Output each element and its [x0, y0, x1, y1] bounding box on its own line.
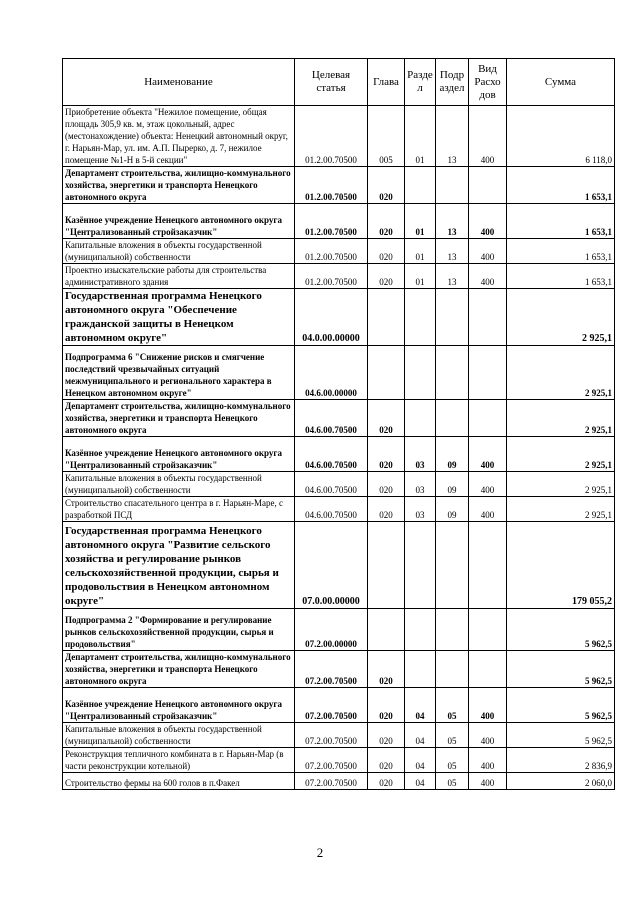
table-row [63, 400, 615, 437]
table-row [63, 204, 615, 239]
cell-expense-type [469, 651, 507, 688]
cell-subsection [436, 609, 469, 651]
cell-subsection [436, 522, 469, 609]
cell-amount: 1 653,1 [507, 204, 615, 239]
cell-amount: 179 055,2 [507, 522, 615, 609]
cell-amount: 2 925,1 [507, 289, 615, 346]
cell-amount: 1 653,1 [507, 264, 615, 289]
table-row [63, 289, 615, 346]
cell-section: 03 [405, 497, 436, 522]
col-header-target: Целевая статья [295, 59, 368, 106]
cell-name: Государственная программа Ненецкого автономного округа "Обеспечение гражданской защиты в Ненецком автономном округе" [63, 289, 295, 346]
cell-target: 07.2.00.70500 [295, 723, 368, 748]
table-row [63, 609, 615, 651]
cell-name: Департамент строительства, жилищно-коммунального хозяйства, энергетики и транспорта Ненецкого автономного округа [63, 651, 295, 688]
cell-target: 01.2.00.70500 [295, 167, 368, 204]
table-header-row [63, 59, 615, 106]
cell-target: 04.6.00.70500 [295, 437, 368, 472]
cell-chapter: 020 [368, 400, 405, 437]
cell-chapter: 020 [368, 688, 405, 723]
cell-target: 07.2.00.00000 [295, 609, 368, 651]
cell-amount: 2 925,1 [507, 400, 615, 437]
cell-amount: 1 653,1 [507, 167, 615, 204]
table-row [63, 239, 615, 264]
table-row [63, 748, 615, 773]
cell-target: 07.2.00.70500 [295, 688, 368, 723]
cell-amount: 2 925,1 [507, 497, 615, 522]
cell-name: Департамент строительства, жилищно-коммунального хозяйства, энергетики и транспорта Ненецкого автономного округа [63, 167, 295, 204]
cell-subsection [436, 289, 469, 346]
cell-chapter: 020 [368, 748, 405, 773]
cell-chapter: 020 [368, 723, 405, 748]
cell-chapter: 005 [368, 106, 405, 167]
cell-amount: 2 836,9 [507, 748, 615, 773]
cell-expense-type [469, 522, 507, 609]
cell-chapter [368, 609, 405, 651]
cell-amount: 1 653,1 [507, 239, 615, 264]
cell-amount: 5 962,5 [507, 651, 615, 688]
col-header-amount: Сумма [507, 59, 615, 106]
cell-amount: 2 925,1 [507, 346, 615, 400]
cell-target: 07.0.00.00000 [295, 522, 368, 609]
cell-expense-type: 400 [469, 106, 507, 167]
col-header-expense-type: Вид Расхо дов [469, 59, 507, 106]
cell-name: Капитальные вложения в объекты государственной (муниципальной) собственности [63, 472, 295, 497]
col-header-chapter: Глава [368, 59, 405, 106]
cell-section: 01 [405, 239, 436, 264]
cell-expense-type [469, 609, 507, 651]
col-header-section: Разде л [405, 59, 436, 106]
cell-chapter: 020 [368, 239, 405, 264]
cell-name: Государственная программа Ненецкого автономного округа "Развитие сельского хозяйства и регулирование рынков сельскохозяйственной продукции, сырья и продовольствия в Ненецком автономном округе" [63, 522, 295, 609]
cell-chapter: 020 [368, 651, 405, 688]
cell-name: Казённое учреждение Ненецкого автономного округа "Централизованный стройзаказчик" [63, 688, 295, 723]
cell-section [405, 289, 436, 346]
cell-subsection [436, 651, 469, 688]
cell-target: 04.6.00.70500 [295, 472, 368, 497]
cell-section [405, 522, 436, 609]
table-row [63, 437, 615, 472]
col-header-subsection: Подр аздел [436, 59, 469, 106]
cell-expense-type: 400 [469, 204, 507, 239]
cell-subsection: 05 [436, 688, 469, 723]
cell-expense-type: 400 [469, 472, 507, 497]
cell-name: Подпрограмма 2 "Формирование и регулирование рынков сельскохозяйственной продукции, сырья и продовольствия" [63, 609, 295, 651]
cell-section: 04 [405, 688, 436, 723]
cell-subsection: 05 [436, 723, 469, 748]
cell-subsection: 13 [436, 204, 469, 239]
cell-section [405, 400, 436, 437]
cell-section: 03 [405, 472, 436, 497]
cell-section [405, 346, 436, 400]
cell-amount: 2 925,1 [507, 437, 615, 472]
table-row [63, 688, 615, 723]
cell-chapter: 020 [368, 773, 405, 790]
table-row [63, 106, 615, 167]
cell-name: Проектно изыскательские работы для строительства административного здания [63, 264, 295, 289]
cell-target: 04.0.00.00000 [295, 289, 368, 346]
cell-target: 04.6.00.70500 [295, 400, 368, 437]
cell-subsection: 05 [436, 773, 469, 790]
cell-expense-type: 400 [469, 239, 507, 264]
cell-target: 01.2.00.70500 [295, 106, 368, 167]
cell-section [405, 651, 436, 688]
table-row [63, 651, 615, 688]
cell-name: Реконструкция тепличного комбината в г. Нарьян-Мар (в части реконструкции котельной) [63, 748, 295, 773]
cell-section: 04 [405, 723, 436, 748]
cell-name: Казённое учреждение Ненецкого автономного округа "Централизованный стройзаказчик" [63, 204, 295, 239]
cell-amount: 5 962,5 [507, 609, 615, 651]
cell-chapter [368, 522, 405, 609]
cell-name: Строительство фермы на 600 голов в п.Факел [63, 773, 295, 790]
page-number: 2 [316, 845, 324, 860]
cell-chapter: 020 [368, 264, 405, 289]
cell-name: Казённое учреждение Ненецкого автономного округа "Централизованный стройзаказчик" [63, 437, 295, 472]
cell-subsection: 09 [436, 437, 469, 472]
table-row [63, 264, 615, 289]
cell-expense-type: 400 [469, 437, 507, 472]
cell-subsection [436, 400, 469, 437]
cell-section: 04 [405, 748, 436, 773]
budget-table [62, 58, 615, 790]
table-row [63, 497, 615, 522]
cell-amount: 6 118,0 [507, 106, 615, 167]
cell-subsection: 05 [436, 748, 469, 773]
cell-expense-type [469, 346, 507, 400]
cell-amount: 5 962,5 [507, 723, 615, 748]
cell-name: Строительство спасательного центра в г. Нарьян-Маре, с разработкой ПСД [63, 497, 295, 522]
cell-chapter: 020 [368, 167, 405, 204]
cell-amount: 2 060,0 [507, 773, 615, 790]
cell-section: 01 [405, 264, 436, 289]
cell-expense-type: 400 [469, 264, 507, 289]
cell-expense-type: 400 [469, 723, 507, 748]
cell-section: 01 [405, 204, 436, 239]
cell-subsection [436, 167, 469, 204]
cell-amount: 5 962,5 [507, 688, 615, 723]
cell-section [405, 609, 436, 651]
cell-target: 07.2.00.70500 [295, 651, 368, 688]
cell-chapter [368, 346, 405, 400]
cell-name: Капитальные вложения в объекты государственной (муниципальной) собственности [63, 723, 295, 748]
cell-name: Капитальные вложения в объекты государственной (муниципальной) собственности [63, 239, 295, 264]
table-row [63, 723, 615, 748]
table-row [63, 346, 615, 400]
cell-expense-type: 400 [469, 773, 507, 790]
cell-expense-type: 400 [469, 748, 507, 773]
cell-name: Приобретение объекта "Нежилое помещение, общая площадь 305,9 кв. м, этаж цокольный, адрес (местонахождение) объекта: Ненецкий автономный округ, г. Нарьян-Мар, ул. им. А.П. Пырерко, д. 7, нежилое помещение №1-Н в 5-й секции" [63, 106, 295, 167]
cell-target: 01.2.00.70500 [295, 239, 368, 264]
cell-amount: 2 925,1 [507, 472, 615, 497]
cell-target: 04.6.00.70500 [295, 497, 368, 522]
cell-chapter [368, 289, 405, 346]
cell-expense-type: 400 [469, 497, 507, 522]
col-header-name: Наименование [63, 59, 295, 106]
cell-subsection: 13 [436, 239, 469, 264]
table-row [63, 167, 615, 204]
cell-section: 04 [405, 773, 436, 790]
cell-subsection: 13 [436, 106, 469, 167]
cell-subsection: 13 [436, 264, 469, 289]
cell-target: 01.2.00.70500 [295, 204, 368, 239]
cell-subsection [436, 346, 469, 400]
table-body [63, 106, 615, 790]
cell-expense-type: 400 [469, 688, 507, 723]
cell-expense-type [469, 400, 507, 437]
cell-target: 07.2.00.70500 [295, 748, 368, 773]
cell-section: 01 [405, 106, 436, 167]
cell-expense-type [469, 289, 507, 346]
table-row [63, 522, 615, 609]
cell-name: Подпрограмма 6 "Снижение рисков и смягчение последствий чрезвычайных ситуаций межмуниципального и регионального характера в Ненецком автономном округе" [63, 346, 295, 400]
cell-chapter: 020 [368, 472, 405, 497]
cell-name: Департамент строительства, жилищно-коммунального хозяйства, энергетики и транспорта Ненецкого автономного округа [63, 400, 295, 437]
table-row [63, 472, 615, 497]
cell-subsection: 09 [436, 472, 469, 497]
budget-sheet [62, 58, 614, 790]
cell-section: 03 [405, 437, 436, 472]
cell-expense-type [469, 167, 507, 204]
cell-chapter: 020 [368, 437, 405, 472]
cell-chapter: 020 [368, 497, 405, 522]
cell-section [405, 167, 436, 204]
cell-target: 04.6.00.00000 [295, 346, 368, 400]
cell-chapter: 020 [368, 204, 405, 239]
cell-target: 07.2.00.70500 [295, 773, 368, 790]
table-row [63, 773, 615, 790]
cell-target: 01.2.00.70500 [295, 264, 368, 289]
cell-subsection: 09 [436, 497, 469, 522]
